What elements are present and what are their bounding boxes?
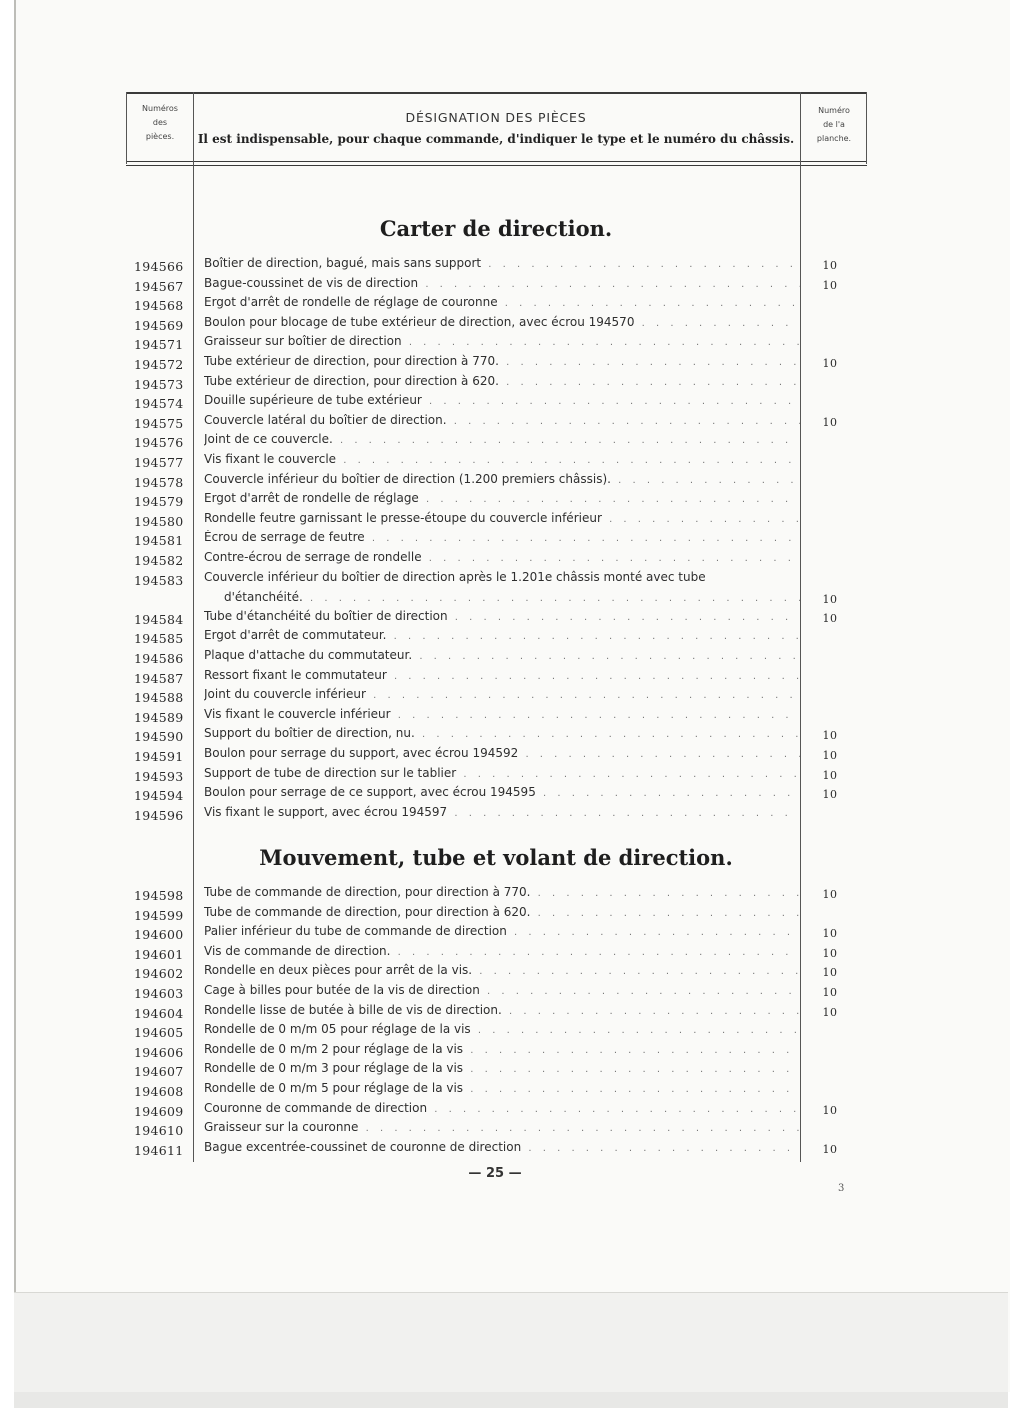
part-designation: Rondelle de 0 m/m 5 pour réglage de la vis . . .	[204, 1081, 800, 1101]
part-number: 194594	[134, 788, 184, 804]
table-row	[128, 668, 868, 688]
part-number: 194588	[134, 690, 184, 706]
part-designation: Graisseur sur la couronne . . .	[204, 1120, 800, 1140]
plate-number: 10	[822, 986, 838, 999]
part-designation: Douille supérieure de tube extérieur . . .	[204, 393, 800, 413]
part-designation: Vis fixant le couvercle . . .	[204, 452, 800, 472]
part-designation: Vis fixant le support, avec écrou 194597 . . .	[204, 805, 800, 825]
table-row	[128, 1042, 868, 1062]
header-top-rule	[126, 92, 867, 94]
part-designation: Bague excentrée-coussinet de couronne de direction . . .	[204, 1140, 800, 1160]
part-designation: Joint du couvercle inférieur . . .	[204, 687, 800, 707]
header-bottom-rule	[126, 161, 867, 166]
part-number: 194606	[134, 1044, 184, 1060]
part-designation: Graisseur sur boîtier de direction . . .	[204, 334, 800, 354]
part-designation: Palier inférieur du tube de commande de direction . . .	[204, 924, 800, 944]
part-number: 194593	[134, 768, 184, 784]
plate-number: 10	[822, 1005, 838, 1019]
part-designation-continued: d'étanchéité. . . .	[224, 590, 800, 610]
part-number: 194596	[134, 807, 184, 823]
part-designation: Ergot d'arrêt de rondelle de réglage de couronne . . .	[204, 295, 800, 315]
part-designation: Boulon pour blocage de tube extérieur de direction, avec écrou 194570 . . .	[204, 315, 800, 335]
table-row	[128, 511, 868, 531]
part-number: 194605	[134, 1025, 184, 1041]
part-number: 194604	[134, 1005, 184, 1021]
table-row	[128, 944, 868, 964]
part-designation: Rondelle feutre garnissant le presse-étoupe du couvercle inférieur . . .	[204, 511, 800, 531]
table-row	[128, 1003, 868, 1023]
part-designation: Tube extérieur de direction, pour direction à 770. . . .	[204, 354, 800, 374]
plate-number: 10	[822, 611, 838, 625]
part-number: 194567	[134, 278, 184, 294]
plate-number: 10	[822, 888, 838, 901]
part-number: 194574	[134, 396, 184, 412]
part-designation: Vis de commande de direction. . . .	[204, 944, 800, 964]
table-row	[128, 1022, 868, 1042]
table-row	[128, 354, 868, 374]
section-title-steering-box: Carter de direction.	[379, 216, 613, 241]
part-designation: Rondelle de 0 m/m 05 pour réglage de la vis . . .	[204, 1022, 800, 1042]
part-designation: Couvercle inférieur du boîtier de direction après le 1.201e châssis monté avec tube	[204, 569, 706, 584]
part-number: 194578	[134, 474, 184, 490]
part-designation: Boulon pour serrage de ce support, avec écrou 194595 . . .	[204, 785, 800, 805]
plate-number: 10	[822, 259, 838, 272]
table-row	[128, 905, 868, 925]
part-designation: Ergot d'arrêt de rondelle de réglage . . .	[204, 491, 800, 511]
part-number: 194599	[134, 907, 184, 923]
designation-column-title: DÉSIGNATION DES PIÈCES	[405, 110, 587, 125]
part-number: 194607	[134, 1064, 184, 1080]
part-number: 194577	[134, 455, 184, 470]
part-designation: Couvercle latéral du boîtier de direction. . . .	[204, 413, 800, 433]
part-designation: Cage à billes pour butée de la vis de direction . . .	[204, 983, 800, 1003]
part-designation: Rondelle lisse de butée à bille de vis de direction. . . .	[204, 1003, 800, 1023]
scan-border	[14, 1392, 1008, 1408]
plate-column-header: Numéro de l'a planche.	[816, 106, 852, 143]
part-designation: Rondelle de 0 m/m 3 pour réglage de la vis . . .	[204, 1061, 800, 1081]
part-designation: Couvercle inférieur du boîtier de direction (1.200 premiers châssis). . . .	[204, 472, 800, 492]
part-number: 194601	[134, 946, 184, 962]
table-row	[128, 963, 868, 983]
table-row	[128, 569, 868, 606]
part-number: 194602	[134, 966, 184, 982]
table-row	[128, 1061, 868, 1081]
table-row	[128, 983, 868, 1003]
plate-number: 10	[822, 415, 838, 429]
table-row	[128, 1101, 868, 1121]
part-designation: Ergot d'arrêt de commutateur. . . .	[204, 628, 800, 648]
plate-number: 10	[822, 1103, 838, 1117]
plate-number: 10	[822, 749, 838, 762]
part-number: 194571	[134, 337, 184, 353]
part-number: 194572	[134, 357, 184, 372]
plate-number: 10	[822, 729, 838, 743]
part-number: 194575	[134, 415, 184, 431]
part-designation: Couronne de commande de direction . . .	[204, 1101, 800, 1121]
part-designation: Boulon pour serrage du support, avec écrou 194592 . . .	[204, 746, 800, 766]
table-row	[128, 276, 868, 296]
section-title-steering-movement: Mouvement, tube et volant de direction.	[259, 845, 733, 870]
part-designation: Tube de commande de direction, pour direction à 770. . . .	[204, 885, 800, 905]
part-designation: Contre-écrou de serrage de rondelle . . .	[204, 550, 800, 570]
numbers-column-header: Numéros des pièces.	[142, 104, 178, 141]
plate-number: 10	[822, 946, 838, 960]
table-row	[128, 393, 868, 413]
table-row	[128, 413, 868, 433]
part-number: 194582	[134, 553, 184, 568]
table-row	[128, 687, 868, 707]
table-row	[128, 885, 868, 905]
part-designation: Tube d'étanchéité du boîtier de direction . . .	[204, 609, 800, 629]
part-designation: Boîtier de direction, bagué, mais sans support . . .	[204, 256, 800, 276]
part-designation: Bague-coussinet de vis de direction . . .	[204, 276, 800, 296]
plate-number: 10	[822, 788, 838, 802]
part-designation: Joint de ce couvercle. . . .	[204, 432, 800, 452]
table-row	[128, 530, 868, 550]
table-row	[128, 805, 868, 825]
table-row	[128, 334, 868, 354]
table-row	[128, 550, 868, 570]
part-number: 194566	[134, 259, 184, 274]
table-row	[128, 1081, 868, 1101]
part-designation: Ressort fixant le commutateur . . .	[204, 668, 800, 688]
part-designation: Vis fixant le couvercle inférieur . . .	[204, 707, 800, 727]
part-number: 194579	[134, 494, 184, 510]
part-designation: Rondelle de 0 m/m 2 pour réglage de la vis . . .	[204, 1042, 800, 1062]
part-number: 194589	[134, 709, 184, 725]
table-row	[128, 726, 868, 746]
table-row	[128, 1140, 868, 1160]
table-row	[128, 648, 868, 668]
table-row	[128, 1120, 868, 1140]
part-designation: Rondelle en deux pièces pour arrêt de la vis. . . .	[204, 963, 800, 983]
ordering-note: Il est indispensable, pour chaque commande, d'indiquer le type et le numéro du châssis.	[197, 132, 795, 146]
part-number: 194591	[134, 749, 184, 764]
page-bottom-margin	[14, 1292, 1008, 1393]
part-number: 194581	[134, 533, 184, 549]
part-number: 194611	[134, 1142, 184, 1158]
part-designation: Support de tube de direction sur le tablier . . .	[204, 766, 800, 786]
header-right-border	[866, 92, 867, 164]
part-number: 194586	[134, 651, 184, 666]
part-designation: Plaque d'attache du commutateur. . . .	[204, 648, 800, 668]
table-row	[128, 315, 868, 335]
plate-number: 10	[822, 927, 838, 941]
table-row	[128, 491, 868, 511]
table-row	[128, 374, 868, 394]
plate-number: 10	[822, 278, 838, 292]
part-designation: Support du boîtier de direction, nu. . . .	[204, 726, 800, 746]
page-number: — 25 —	[468, 1166, 522, 1181]
part-number: 194608	[134, 1084, 184, 1099]
table-row	[128, 707, 868, 727]
plate-number: 10	[822, 592, 838, 606]
table-row	[128, 609, 868, 629]
plate-number: 10	[822, 966, 838, 980]
table-row	[128, 295, 868, 315]
part-number: 194569	[134, 317, 184, 333]
part-number: 194598	[134, 888, 184, 903]
part-number: 194580	[134, 513, 184, 529]
part-number: 194600	[134, 927, 184, 943]
plate-number: 10	[822, 357, 838, 370]
table-row	[128, 256, 868, 276]
part-designation: Écrou de serrage de feutre . . .	[204, 530, 800, 550]
part-number: 194585	[134, 631, 184, 647]
part-number: 194584	[134, 611, 184, 627]
table-row	[128, 432, 868, 452]
table-row	[128, 472, 868, 492]
table-row	[128, 452, 868, 472]
part-designation: Tube de commande de direction, pour direction à 620. . . .	[204, 905, 800, 925]
header-left-border	[126, 92, 127, 164]
table-row	[128, 785, 868, 805]
plate-number: 10	[822, 768, 838, 782]
part-designation: Tube extérieur de direction, pour direction à 620. . . .	[204, 374, 800, 394]
table-row	[128, 746, 868, 766]
part-number: 194573	[134, 376, 184, 392]
part-number: 194568	[134, 298, 184, 314]
table-row	[128, 628, 868, 648]
part-number: 194576	[134, 435, 184, 451]
part-number: 194590	[134, 729, 184, 745]
part-number: 194609	[134, 1103, 184, 1119]
part-number: 194603	[134, 986, 184, 1001]
table-row	[128, 924, 868, 944]
plate-number: 10	[822, 1142, 838, 1156]
corner-mark: 3	[838, 1183, 845, 1194]
table-row	[128, 766, 868, 786]
part-number: 194583	[134, 572, 184, 588]
part-number: 194587	[134, 670, 184, 686]
part-number: 194610	[134, 1123, 184, 1139]
